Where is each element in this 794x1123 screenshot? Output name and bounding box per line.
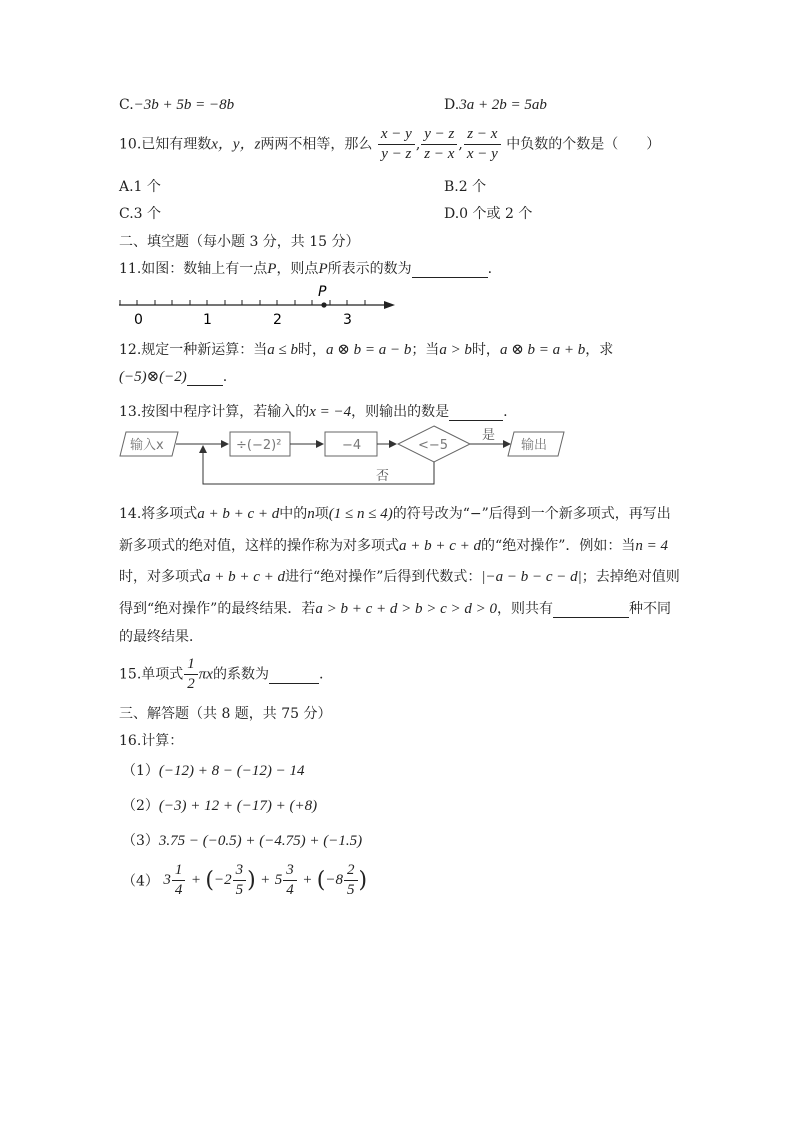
- tick-label: 3: [343, 312, 352, 328]
- denominator: 5: [235, 882, 244, 898]
- question-11: [119, 258, 492, 278]
- section-heading-3: 三、解答题（共 8 题，共 75 分）: [119, 706, 332, 722]
- variable: n: [307, 506, 315, 522]
- expression: (−3) + 12 + (−17) + (+8): [158, 798, 318, 814]
- q9-option-c: [119, 97, 234, 114]
- stem-text: 新多项式的绝对值，这样的操作称为对多项式: [119, 538, 399, 554]
- stem-text: 项: [314, 506, 329, 522]
- denominator: 4: [174, 882, 183, 898]
- mixed-fraction: [344, 862, 358, 899]
- operator: +: [302, 872, 313, 888]
- stem-text: ，则点: [276, 261, 319, 277]
- question-14-line-3: [119, 566, 680, 586]
- stem-text: 10.已知有理数: [119, 136, 212, 153]
- q10-option-c: C.3 个: [119, 206, 162, 222]
- stem-text: ；去掉绝对值则: [581, 569, 680, 585]
- option-expr: 3a + 2b = 5ab: [459, 97, 547, 113]
- number-line: [115, 282, 400, 328]
- stem-text: ，则输出的数是: [351, 404, 450, 420]
- condition: n = 4: [635, 538, 668, 554]
- stem-text: 进行“绝对操作”后得到代数式：: [285, 569, 482, 585]
- fraction-3: [464, 126, 501, 163]
- divide-label: ÷(−2)²: [236, 438, 282, 453]
- stem-text: .: [503, 404, 508, 420]
- stem-text: 13.按图中程序计算，若输入的: [119, 404, 310, 420]
- q10-option-a: A.1 个: [119, 179, 161, 195]
- stem-text: 两两不相等，那么: [260, 136, 373, 153]
- stem-text: 的系数为: [212, 666, 269, 683]
- question-12: [119, 339, 613, 359]
- variables: x，y，z: [211, 136, 261, 153]
- subtract-label: −4: [342, 438, 362, 453]
- numerator: 3: [233, 862, 247, 881]
- question-14-line-2: [119, 535, 668, 555]
- stem-text: ，求: [585, 342, 614, 358]
- stem-text: 得到“绝对操作”的最终结果．若: [119, 601, 316, 617]
- question-16-title: 16.计算：: [119, 733, 184, 749]
- stem-text: 中负数的个数是（ ）: [506, 136, 661, 153]
- q10-option-b: B.2 个: [444, 179, 487, 195]
- answer-blank: [412, 261, 488, 278]
- denominator: 4: [286, 882, 294, 898]
- stem-text: 12.规定一种新运算：当: [119, 342, 268, 358]
- numerator: 1: [184, 656, 198, 675]
- stem-text: 15.单项式: [119, 666, 184, 683]
- answer-blank: [187, 369, 223, 386]
- stem-text: .: [222, 369, 228, 385]
- tick-label: 2: [273, 312, 282, 328]
- expression: (−12) + 8 − (−12) − 14: [158, 763, 305, 779]
- polynomial: a + b + c + d: [203, 569, 286, 585]
- numerator: 3: [283, 862, 297, 881]
- question-15: [119, 656, 323, 693]
- q16-item-2: [122, 795, 317, 815]
- stem-text: 的符号改为“−”后得到一个新多项式，再写出: [392, 506, 671, 522]
- mixed-fraction: [172, 862, 186, 899]
- answer-blank: [269, 667, 319, 684]
- question-10-stem: 10.已知有理数x，y，z两两不相等，那么 $\frac{x - y}{y - z}$ , $\frac{y - z}{z - x}$ , $\frac{z - x}{x - y}$ 中负数的个数是（ ）: [119, 126, 661, 162]
- point-label: P: [318, 284, 327, 300]
- item-index: （4）: [122, 873, 159, 890]
- stem-text: ；当: [411, 342, 440, 358]
- item-index: （2）: [122, 798, 159, 814]
- question-12-expr: [119, 367, 227, 386]
- stem-text: 的“绝对操作”．例如：当: [481, 538, 636, 554]
- yes-label: 是: [482, 428, 496, 443]
- stem-text: 时，: [471, 342, 500, 358]
- question-14-line-4: [119, 598, 671, 618]
- point-var: P: [318, 261, 328, 277]
- polynomial: a + b + c + d: [399, 538, 482, 554]
- option-expr: −3b + 5b = −8b: [133, 97, 235, 113]
- denominator: z − x: [424, 146, 455, 162]
- operator: +: [190, 872, 201, 888]
- absolute-expression: |−a − b − c − d|: [481, 569, 582, 585]
- inequality: a > b + c + d > b > c > d > 0: [315, 601, 497, 617]
- numerator: y − z: [421, 126, 457, 145]
- stem-text: 所表示的数为: [327, 261, 412, 277]
- q16-item-1: [122, 760, 305, 780]
- tick-label: 1: [203, 312, 212, 328]
- stem-text: .: [318, 666, 324, 683]
- mixed-fraction: [283, 862, 297, 899]
- output-label: 输出: [521, 438, 548, 453]
- stem-text: 时，对多项式: [119, 569, 203, 585]
- option-label: D.: [444, 97, 460, 113]
- decision-label: <−5: [418, 438, 449, 453]
- q16-item-4: （4） 3 $\frac{1}{4}$ + (−2 $\frac{3}{5}$ ) + 5 $\frac{3}{4}$ + (−8 $\frac{2}{5}$ ): [122, 862, 368, 898]
- mixed-fraction: [233, 862, 247, 899]
- expression: 3.75 − (−0.5) + (−4.75) + (−1.5): [158, 833, 363, 849]
- item-index: （1）: [122, 763, 159, 779]
- axis-arrow-icon: [384, 301, 395, 309]
- question-13: [119, 401, 508, 421]
- fraction: [184, 656, 198, 693]
- expression: (−5)⊗(−2): [119, 369, 187, 385]
- definition: a ⊗ b = a + b: [499, 342, 586, 358]
- stem-text: 14.将多项式: [119, 506, 198, 522]
- q10-option-d: D.0 个或 2 个: [444, 206, 533, 222]
- numerator: x − y: [378, 126, 415, 145]
- fraction-2: [421, 126, 457, 163]
- denominator: x − y: [466, 146, 498, 162]
- numerator: 2: [344, 862, 358, 881]
- whole-part: −8: [325, 872, 343, 888]
- flowchart: [116, 424, 566, 492]
- whole-part: 3: [163, 872, 171, 888]
- definition: a ⊗ b = a − b: [326, 342, 412, 358]
- stem-text: 11.如图：数轴上有一点: [119, 261, 268, 277]
- condition: a ≤ b: [267, 342, 298, 358]
- no-label: 否: [376, 469, 390, 484]
- denominator: 2: [187, 676, 195, 692]
- stem-text: 种不同: [629, 601, 671, 617]
- point-p: [321, 302, 326, 307]
- item-index: （3）: [122, 833, 159, 849]
- section-heading-2: 二、填空题（每小题 3 分，共 15 分）: [119, 234, 360, 250]
- option-label: C.: [119, 97, 134, 113]
- input-label: 输入x: [130, 438, 164, 453]
- answer-blank: [449, 404, 503, 421]
- whole-part: −2: [214, 872, 232, 888]
- range: (1 ≤ n ≤ 4): [328, 506, 393, 522]
- answer-blank: [553, 601, 629, 618]
- tick-label: 0: [134, 312, 143, 328]
- numerator: 1: [172, 862, 186, 881]
- question-14-line-1: [119, 503, 671, 523]
- whole-part: 5: [274, 872, 283, 888]
- fraction-1: [378, 126, 415, 163]
- condition: a > b: [439, 342, 472, 358]
- condition: x = −4: [309, 404, 352, 420]
- operator: +: [260, 872, 271, 888]
- point-var: P: [267, 261, 277, 277]
- stem-text: 时，: [298, 342, 326, 358]
- stem-text: .: [487, 261, 493, 277]
- stem-text: ，则共有: [497, 601, 553, 617]
- numerator: z − x: [464, 126, 501, 145]
- stem-text: 中的: [279, 506, 308, 522]
- monomial: πx: [198, 666, 213, 683]
- q16-item-3: [122, 830, 362, 850]
- denominator: y − z: [381, 146, 412, 162]
- question-14-line-5: 的最终结果．: [119, 629, 203, 645]
- polynomial: a + b + c + d: [197, 506, 280, 522]
- q9-option-d: [444, 97, 547, 114]
- denominator: 5: [347, 882, 355, 898]
